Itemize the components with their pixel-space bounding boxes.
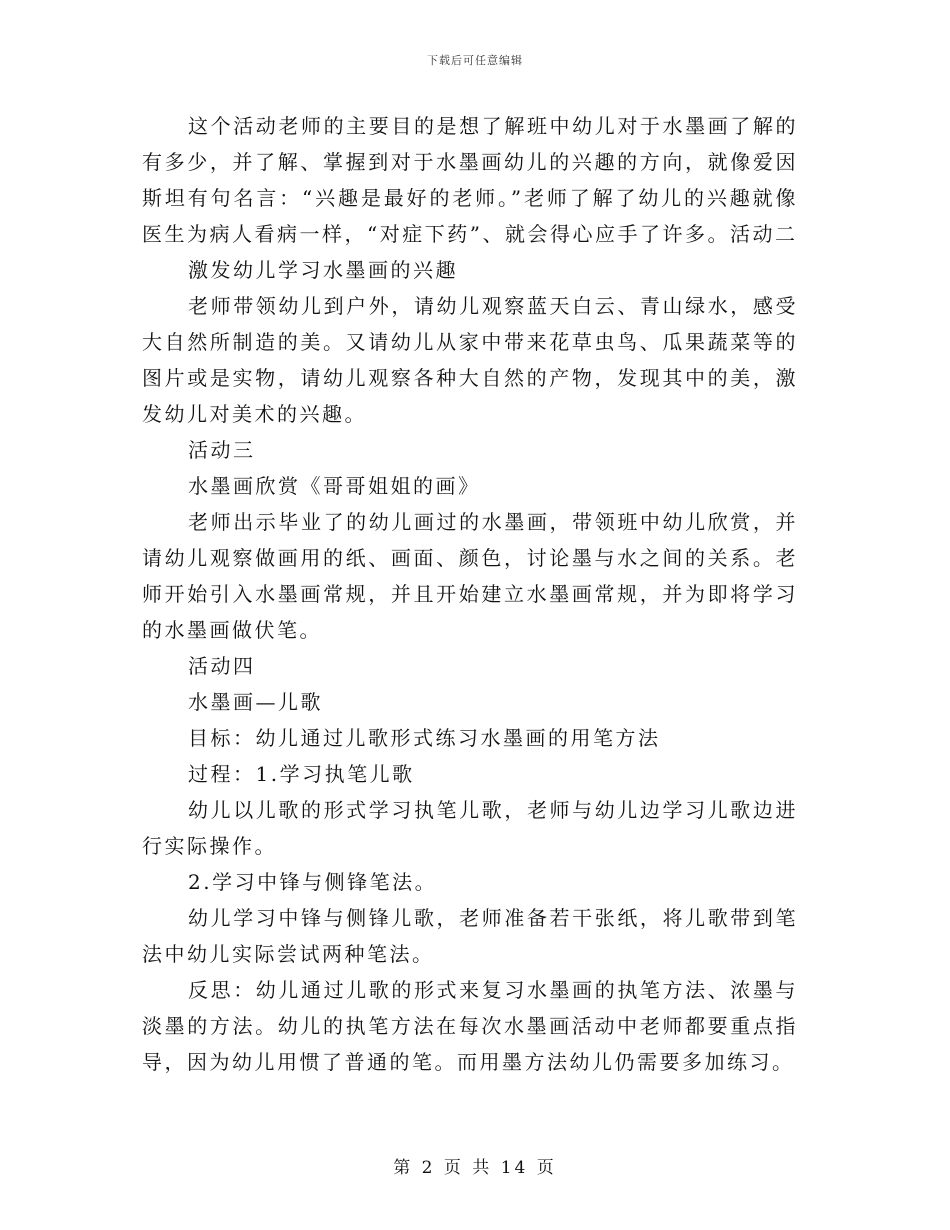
paragraph-brush-holding-song: 幼儿以儿歌的形式学习执笔儿歌，老师与幼儿边学习儿歌边进行实际操作。 [142,798,798,858]
heading-painting-appreciation: 水墨画欣赏《哥哥姐姐的画》 [188,474,481,498]
document-body [142,108,798,1080]
page-number-label: 第 2 页 共 14 页 [393,1158,557,1178]
heading-stimulate-interest: 激发幼儿学习水墨画的兴趣 [188,258,458,282]
paragraph-appreciation-details: 老师出示毕业了的幼儿画过的水墨画，带领班中幼儿欣赏，并请幼儿观察做画用的纸、画面、颜色，讨论墨与水之间的关系。老师开始引入水墨画常规，并且开始建立水墨画常规，并为即将学习的水墨画做伏笔。 [142,510,798,642]
heading-painting-song: 水墨画—儿歌 [188,690,323,714]
paragraph-process-step-one: 过程：1.学习执笔儿歌 [188,762,415,786]
paragraph-process-step-two: 2.学习中锋与侧锋笔法。 [188,870,438,894]
paragraph-reflection: 反思：幼儿通过儿歌的形式来复习水墨画的执笔方法、浓墨与淡墨的方法。幼儿的执笔方法在每次水墨画活动中老师都要重点指导，因为幼儿用惯了普通的笔。而用墨方法幼儿仍需要多加练习。 [142,978,798,1074]
paragraph-outdoor-observation: 老师带领幼儿到户外，请幼儿观察蓝天白云、青山绿水，感受大自然所制造的美。又请幼儿从家中带来花草虫鸟、瓜果蔬菜等的图片或是实物，请幼儿观察各种大自然的产物，发现其中的美，激发幼儿对美术的兴趣。 [142,294,798,426]
paragraph-activity-one-purpose: 这个活动老师的主要目的是想了解班中幼儿对于水墨画了解的有多少，并了解、掌握到对于水墨画幼儿的兴趣的方向，就像爱因斯坦有句名言：“兴趣是最好的老师。”老师了解了幼儿的兴趣就像医生为病人看病一样，“对症下药”、就会得心应手了许多。活动二 [142,114,798,246]
header-note: 下载后可任意编辑 [427,54,523,67]
heading-activity-three: 活动三 [188,438,256,462]
heading-activity-four: 活动四 [188,654,256,678]
paragraph-brush-technique-practice: 幼儿学习中锋与侧锋儿歌，老师准备若干张纸，将儿歌带到笔法中幼儿实际尝试两种笔法。 [142,906,798,966]
paragraph-goal: 目标：幼儿通过儿歌形式练习水墨画的用笔方法 [188,726,661,750]
page-footer [0,1153,950,1178]
